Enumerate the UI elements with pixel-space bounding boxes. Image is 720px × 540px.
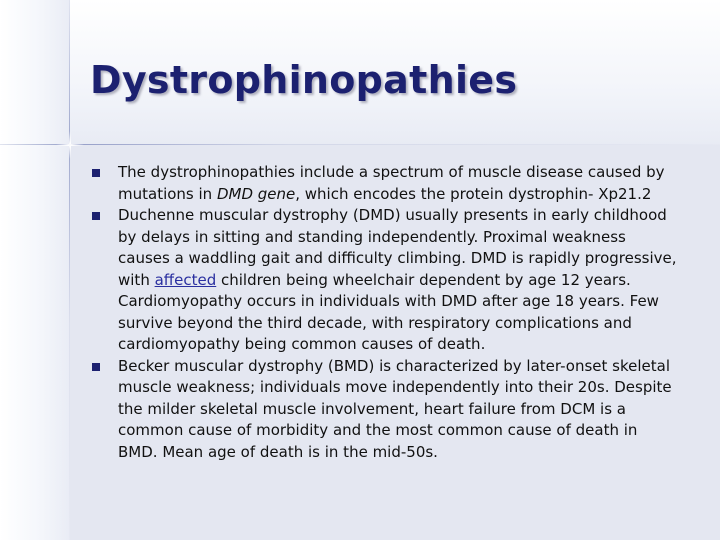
left-band — [0, 0, 70, 540]
bullet-text: The dystrophinopathies include a spectrum of muscle disease caused by mutations in — [118, 163, 665, 203]
bullet-list — [88, 162, 678, 463]
vertical-divider — [69, 0, 70, 540]
square-bullet-icon — [92, 169, 100, 177]
bullet-text: children being wheelchair dependent by age 12 years. Cardiomyopathy occurs in individuals with DMD after age 18 years. Few survive beyond the third decade, with respiratory complications and cardiomyopathy being common causes of death. — [118, 270, 659, 353]
square-bullet-icon — [92, 212, 100, 220]
horizontal-divider — [0, 144, 720, 145]
slide-title: Dystrophinopathies — [90, 58, 518, 102]
bullet-text: , which encodes the protein dystrophin- Xp21.2 — [295, 184, 652, 203]
bullet-item — [88, 205, 678, 356]
gene-name: DMD gene — [216, 184, 296, 203]
bullet-item — [88, 162, 678, 205]
bullet-text: Becker muscular dystrophy (BMD) is characterized by later-onset skeletal muscle weakness; individuals move independently into their 20s. Despite the milder skeletal muscle involvement, heart failure from DCM is a common cause of morbidity and the most common cause of death in BMD. Mean age of death is in the mid-50s. — [118, 356, 672, 461]
bullet-item — [88, 356, 678, 464]
bullet-text: Duchenne muscular dystrophy (DMD) usually presents in early childhood by delays in sitting and standing independently. Proximal weakness causes a waddling gait and difficulty climbing. DMD is rapidly progressive, with — [118, 206, 677, 289]
affected-link[interactable]: affected — [154, 270, 217, 289]
square-bullet-icon — [92, 363, 100, 371]
sparkle-icon — [56, 131, 84, 159]
